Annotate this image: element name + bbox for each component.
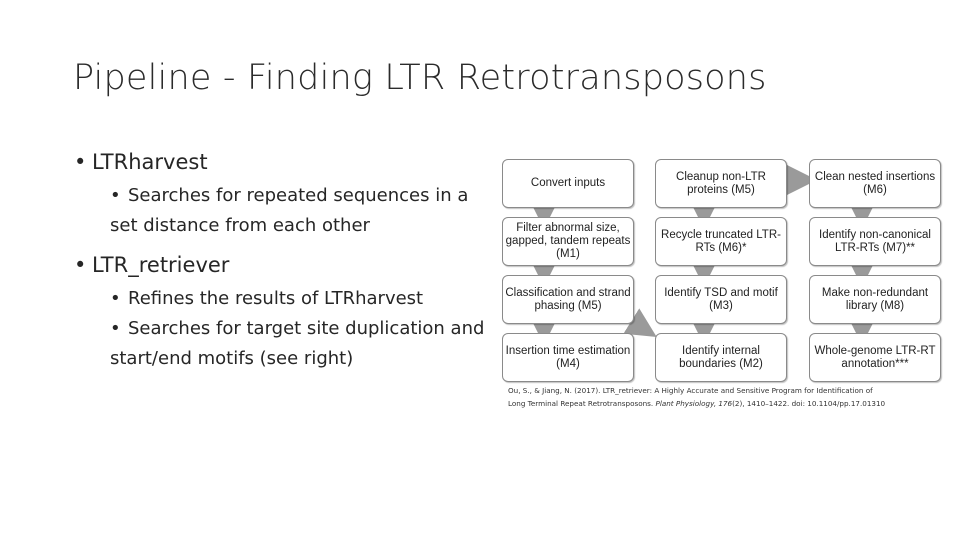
sub-bullet-refines: • Refines the results of LTRharvest: [110, 284, 490, 314]
bullet-dot: •: [110, 318, 121, 339]
step-non-redundant-library: Make non-redundant library (M8): [809, 275, 941, 324]
step-convert-inputs: Convert inputs: [502, 159, 634, 208]
step-identify-internal: Identify internal boundaries (M2): [655, 333, 787, 382]
bullet-ltr-retriever: [74, 253, 229, 277]
step-whole-genome-annotation: Whole-genome LTR-RT annotation***: [809, 333, 941, 382]
bullet-ltr-retriever-label: LTR_retriever: [92, 253, 230, 277]
citation-line-2: Long Terminal Repeat Retrotransposons. Plant Physiology, 176(2), 1410–1422. doi: 10.1104/pp.17.01310: [508, 399, 886, 408]
bullet-dot: •: [110, 185, 121, 206]
step-non-canonical: Identify non-canonical LTR-RTs (M7)**: [809, 217, 941, 266]
sub-bullet-tsd-motifs: • Searches for target site duplication and start/end motifs (see right): [110, 314, 490, 374]
sub-bullet-searches-repeats: • Searches for repeated sequences in a set distance from each other: [110, 181, 490, 241]
bullet-dot: •: [74, 253, 87, 277]
citation: [508, 384, 958, 410]
bullet-dot: •: [110, 288, 121, 309]
citation-journal: Plant Physiology: [655, 399, 714, 408]
step-filter-abnormal: Filter abnormal size, gapped, tandem repeats (M1): [502, 217, 634, 266]
citation-line-1: Ou, S., & Jiang, N. (2017). LTR_retriever: A Highly Accurate and Sensitive Program for Identification of: [508, 386, 873, 395]
step-recycle-truncated: Recycle truncated LTR-RTs (M6)*: [655, 217, 787, 266]
bullet-dot: •: [74, 150, 87, 174]
step-classification: Classification and strand phasing (M5): [502, 275, 634, 324]
bullet-ltrharvest-label: LTRharvest: [92, 150, 208, 174]
bullet-ltrharvest: [74, 150, 208, 174]
step-cleanup-non-ltr: Cleanup non-LTR proteins (M5): [655, 159, 787, 208]
step-identify-tsd: Identify TSD and motif (M3): [655, 275, 787, 324]
step-insertion-time: Insertion time estimation (M4): [502, 333, 634, 382]
pipeline-flowchart: [494, 155, 947, 385]
slide-title: Pipeline - Finding LTR Retrotransposons: [73, 58, 767, 98]
step-clean-nested: Clean nested insertions (M6): [809, 159, 941, 208]
